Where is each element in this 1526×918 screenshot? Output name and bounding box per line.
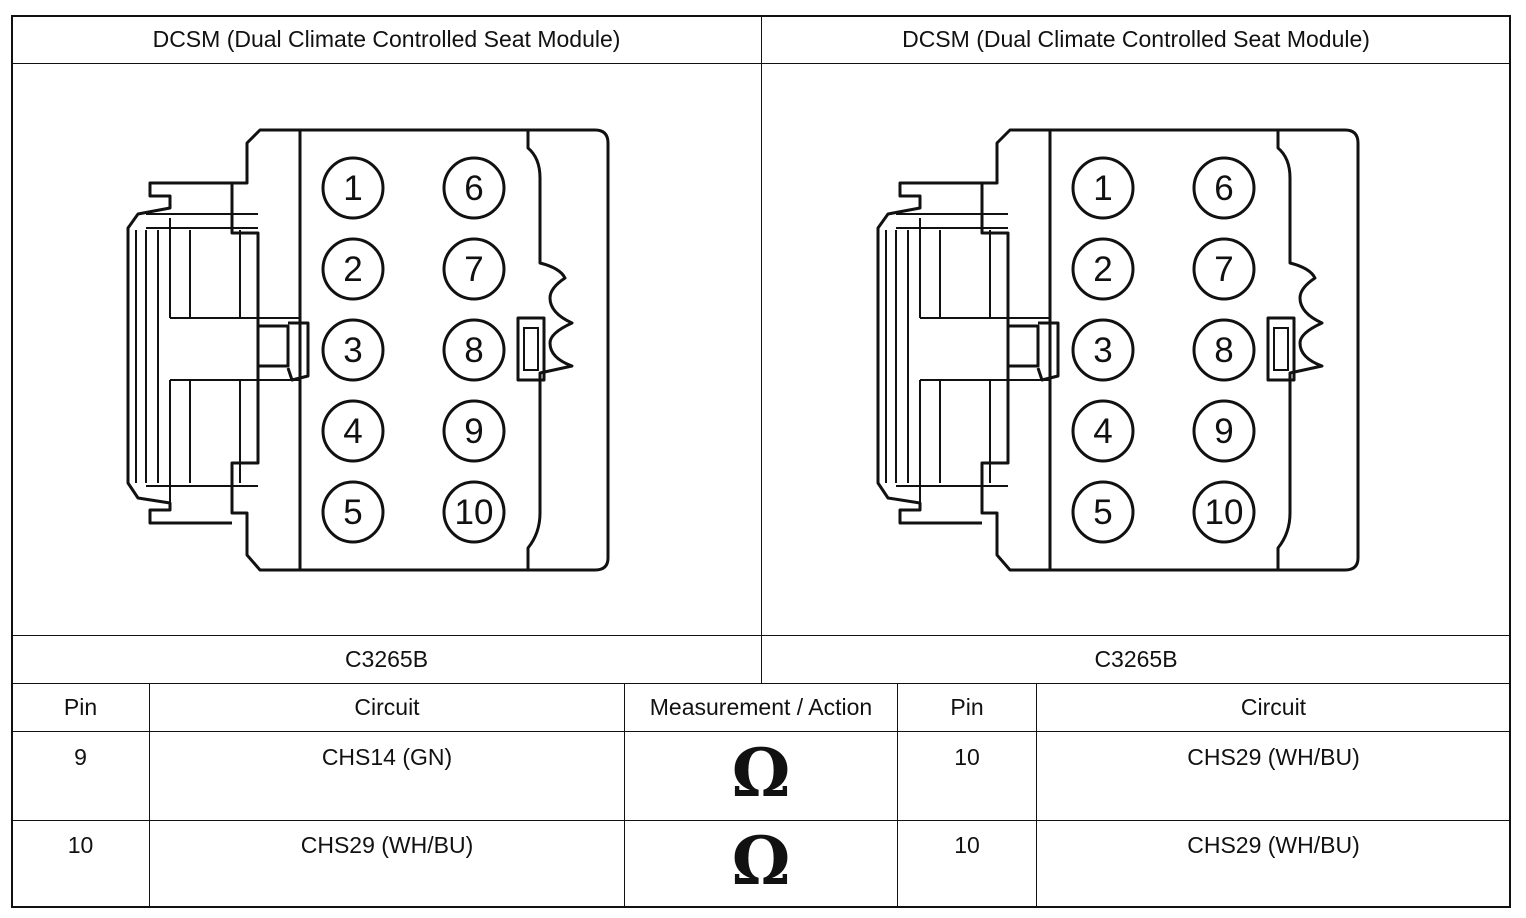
pin-number: 3 xyxy=(343,331,363,370)
col-header-circuit-a: Circuit xyxy=(354,694,420,720)
pin-number: 8 xyxy=(1214,331,1234,370)
table-header-divider xyxy=(12,731,1510,732)
pin-number: 2 xyxy=(343,250,363,289)
col-header-measurement: Measurement / Action xyxy=(649,694,873,720)
pin-number: 8 xyxy=(464,331,484,370)
row2-pin-a: 10 xyxy=(67,832,94,858)
row1-pin-a: 9 xyxy=(74,744,87,770)
pin-number: 9 xyxy=(464,412,484,451)
pin-number: 10 xyxy=(1204,493,1244,532)
col-header-pin-b: Pin xyxy=(950,694,984,720)
pin-number: 10 xyxy=(454,493,494,532)
pin-number: 6 xyxy=(464,169,484,208)
row1-circuit-b: CHS29 (WH/BU) xyxy=(1187,744,1360,770)
left-connector-diagram xyxy=(110,118,630,588)
pin-number: 3 xyxy=(1093,331,1113,370)
row1-pin-b: 10 xyxy=(954,744,980,770)
left-connector-id: C3265B xyxy=(344,646,429,672)
table-row-divider xyxy=(12,820,1510,821)
connector-latch xyxy=(128,183,232,523)
left-module-title: DCSM (Dual Climate Controlled Seat Module) xyxy=(152,26,621,52)
right-connector-diagram xyxy=(860,118,1380,588)
pin-number: 4 xyxy=(343,412,363,451)
row1-circuit-a: CHS14 (GN) xyxy=(321,744,453,770)
pin-number: 6 xyxy=(1214,169,1234,208)
row2-pin-b: 10 xyxy=(954,832,980,858)
pin-number: 1 xyxy=(343,169,363,208)
connector-latch xyxy=(878,183,982,523)
row2-circuit-b: CHS29 (WH/BU) xyxy=(1187,832,1360,858)
row2-circuit-a: CHS29 (WH/BU) xyxy=(300,832,474,858)
pin-number: 5 xyxy=(343,493,363,532)
right-connector-id: C3265B xyxy=(1094,646,1178,672)
pin-number: 7 xyxy=(1214,250,1234,289)
row2-ohm-icon: Ω xyxy=(731,822,791,900)
center-divider xyxy=(761,16,762,684)
row1-ohm-icon: Ω xyxy=(731,734,791,812)
col-header-circuit-b: Circuit xyxy=(1240,694,1307,720)
pin-number: 9 xyxy=(1214,412,1234,451)
pin-number: 1 xyxy=(1093,169,1113,208)
pin-number: 4 xyxy=(1093,412,1113,451)
pin-number: 5 xyxy=(1093,493,1113,532)
pin-number: 7 xyxy=(464,250,484,289)
col-header-pin-a: Pin xyxy=(63,694,98,720)
right-module-title: DCSM (Dual Climate Controlled Seat Module) xyxy=(902,26,1370,52)
pin-number: 2 xyxy=(1093,250,1113,289)
